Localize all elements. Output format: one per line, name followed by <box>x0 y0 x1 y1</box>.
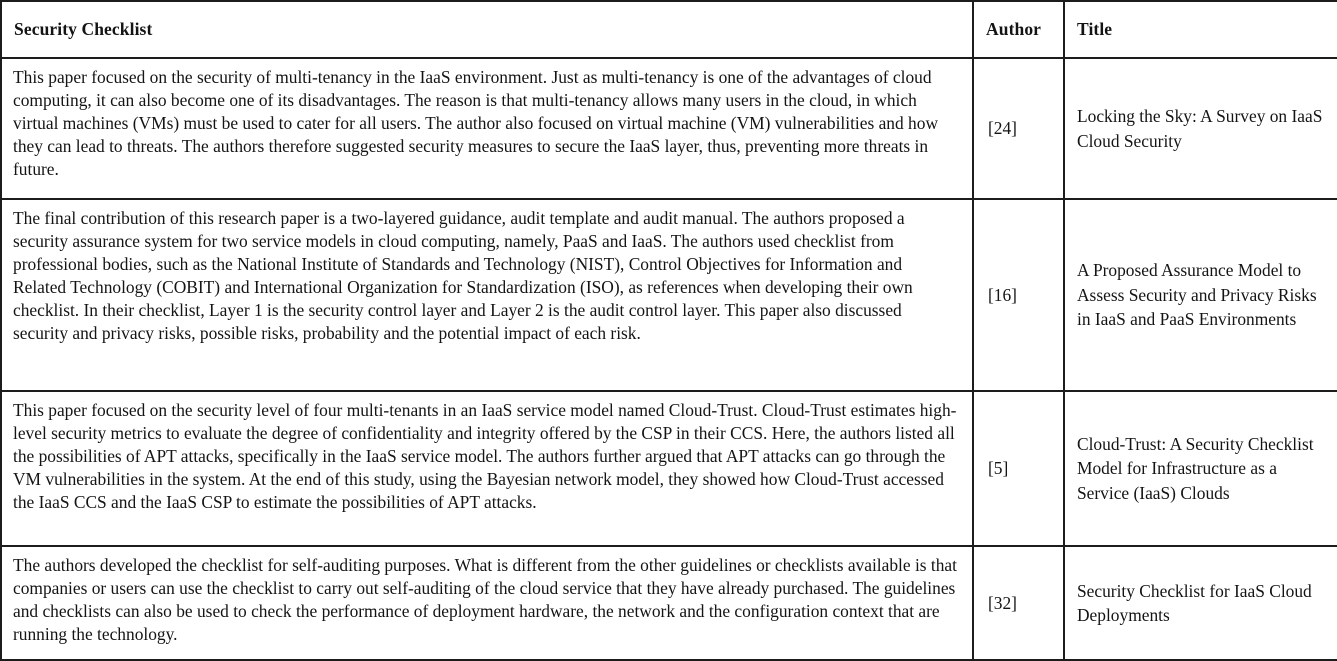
summary-cell: This paper focused on the security level of four multi-tenants in an IaaS service model named Cloud-Trust. Cloud-Trust estimates high-level security metrics to evaluate the degree of confidentiality and integrity offered by the CSP in their CCS. Here, the authors listed all the possibilities of APT attacks, specifically in the IaaS service model. The authors further argued that APT attacks can go through the VM vulnerabilities in the system. At the end of this study, using the Bayesian network model, they showed how Cloud-Trust accessed the IaaS CCS and the IaaS CSP to estimate the possibilities of APT attacks. <box>1 391 973 546</box>
author-citation: [32] <box>973 546 1064 660</box>
table-row <box>1 546 1337 660</box>
paper-title: Locking the Sky: A Survey on IaaS Cloud Security <box>1064 58 1337 199</box>
column-header-author: Author <box>973 1 1064 58</box>
paper-title: A Proposed Assurance Model to Assess Security and Privacy Risks in IaaS and PaaS Environments <box>1064 199 1337 391</box>
table-row <box>1 58 1337 199</box>
summary-cell: The authors developed the checklist for self-auditing purposes. What is different from the other guidelines or checklists available is that companies or users can use the checklist to carry out self-auditing of the cloud service that they have already purchased. The guidelines and checklists can also be used to check the performance of deployment hardware, the network and the configuration context that are running the technology. <box>1 546 973 660</box>
column-header-title: Title <box>1064 1 1337 58</box>
author-citation: [16] <box>973 199 1064 391</box>
table-row <box>1 199 1337 391</box>
column-header-security-checklist: Security Checklist <box>1 1 973 58</box>
paper-title: Security Checklist for IaaS Cloud Deployments <box>1064 546 1337 660</box>
table-header-row <box>1 1 1337 58</box>
summary-cell: The final contribution of this research paper is a two-layered guidance, audit template and audit manual. The authors proposed a security assurance system for two service models in cloud computing, namely, PaaS and IaaS. The authors used checklist from professional bodies, such as the National Institute of Standards and Technology (NIST), Control Objectives for Information and Related Technology (COBIT) and International Organization for Standardization (ISO), as references when developing their own checklist. In their checklist, Layer 1 is the security control layer and Layer 2 is the audit control layer. This paper also discussed security and privacy risks, possible risks, probability and the potential impact of each risk. <box>1 199 973 391</box>
table-row <box>1 391 1337 546</box>
paper-title: Cloud-Trust: A Security Checklist Model for Infrastructure as a Service (IaaS) Clouds <box>1064 391 1337 546</box>
author-citation: [5] <box>973 391 1064 546</box>
summary-cell: This paper focused on the security of multi-tenancy in the IaaS environment. Just as multi-tenancy is one of the advantages of cloud computing, it can also become one of its disadvantages. The reason is that multi-tenancy allows many users in the cloud, in which virtual machines (VMs) must be used to cater for all users. The author also focused on virtual machine (VM) vulnerabilities and how they can lead to threats. The authors therefore suggested security measures to secure the IaaS layer, thus, preventing more threats in future. <box>1 58 973 199</box>
author-citation: [24] <box>973 58 1064 199</box>
